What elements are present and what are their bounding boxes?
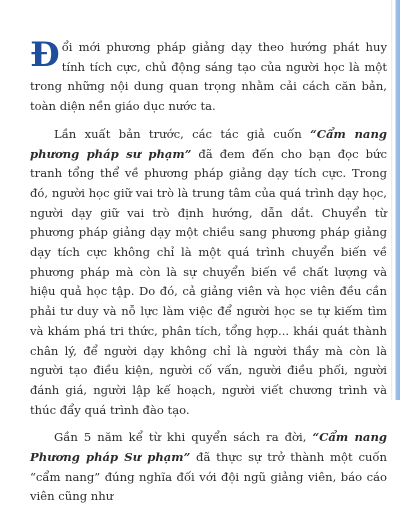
paragraph-2	[30, 125, 387, 421]
paragraph-1	[30, 35, 387, 117]
paragraph-3	[30, 428, 387, 507]
paragraph-2-text-before: Lần xuất bản trước, các tác giả cuốn	[54, 126, 311, 141]
paragraph-1-text: ổi mới phương pháp giảng dạy theo hướng phát huy tính tích cực, chủ động sáng tạo của người học là một trong những nội dung quan trọng nhằm cải cách căn bản, toàn diện nền giáo dục nước ta.	[30, 40, 387, 114]
drop-cap: Đ	[30, 35, 60, 75]
body-text	[30, 35, 387, 515]
paragraph-3-text-before: Gần 5 năm kể từ khi quyển sách ra đời,	[54, 430, 313, 445]
book-title: “Cẩm nang Phương pháp Sư phạm”	[30, 430, 387, 465]
paragraph-2-text-after: đã đem đến cho bạn đọc bức tranh tổng thể về phương pháp giảng dạy tích cực. Trong đó, người học giữ vai trò là trung tâm của quá trình dạy học, người dạy giữ vai trò định hướng, dẫn dắt. Chuyển từ phương pháp giảng dạy một chiều sang phương pháp giảng dạy tích cực không chỉ là một quá trình chuyển biến về phương pháp mà còn là sự chuyển biến về chất lượng và hiệu quả học tập. Do đó, cả giảng viên và học viên đều cần phải tư duy và nỗ lực làm việc để người học se tự kiếm tìm và khám phá tri thức, phân tích, tổng hợp... khái quát thành chân lý, để người dạy không chỉ là người thầy mà còn là người tạo điều kiện, người cố vấn, người điều phối, người đánh giá, người lập kế hoạch, người viết chương trình và thúc đẩy quá trình đào tạo.	[30, 146, 387, 417]
page-edge-border	[391, 0, 400, 400]
book-title: “Cẩm nang phương pháp sư phạm”	[30, 126, 387, 161]
paragraph-3-text-after: đã thực sự trở thành một cuốn “cẩm nang” đúng nghĩa đối với đội ngũ giảng viên, báo cáo viên cũng như	[30, 450, 387, 504]
